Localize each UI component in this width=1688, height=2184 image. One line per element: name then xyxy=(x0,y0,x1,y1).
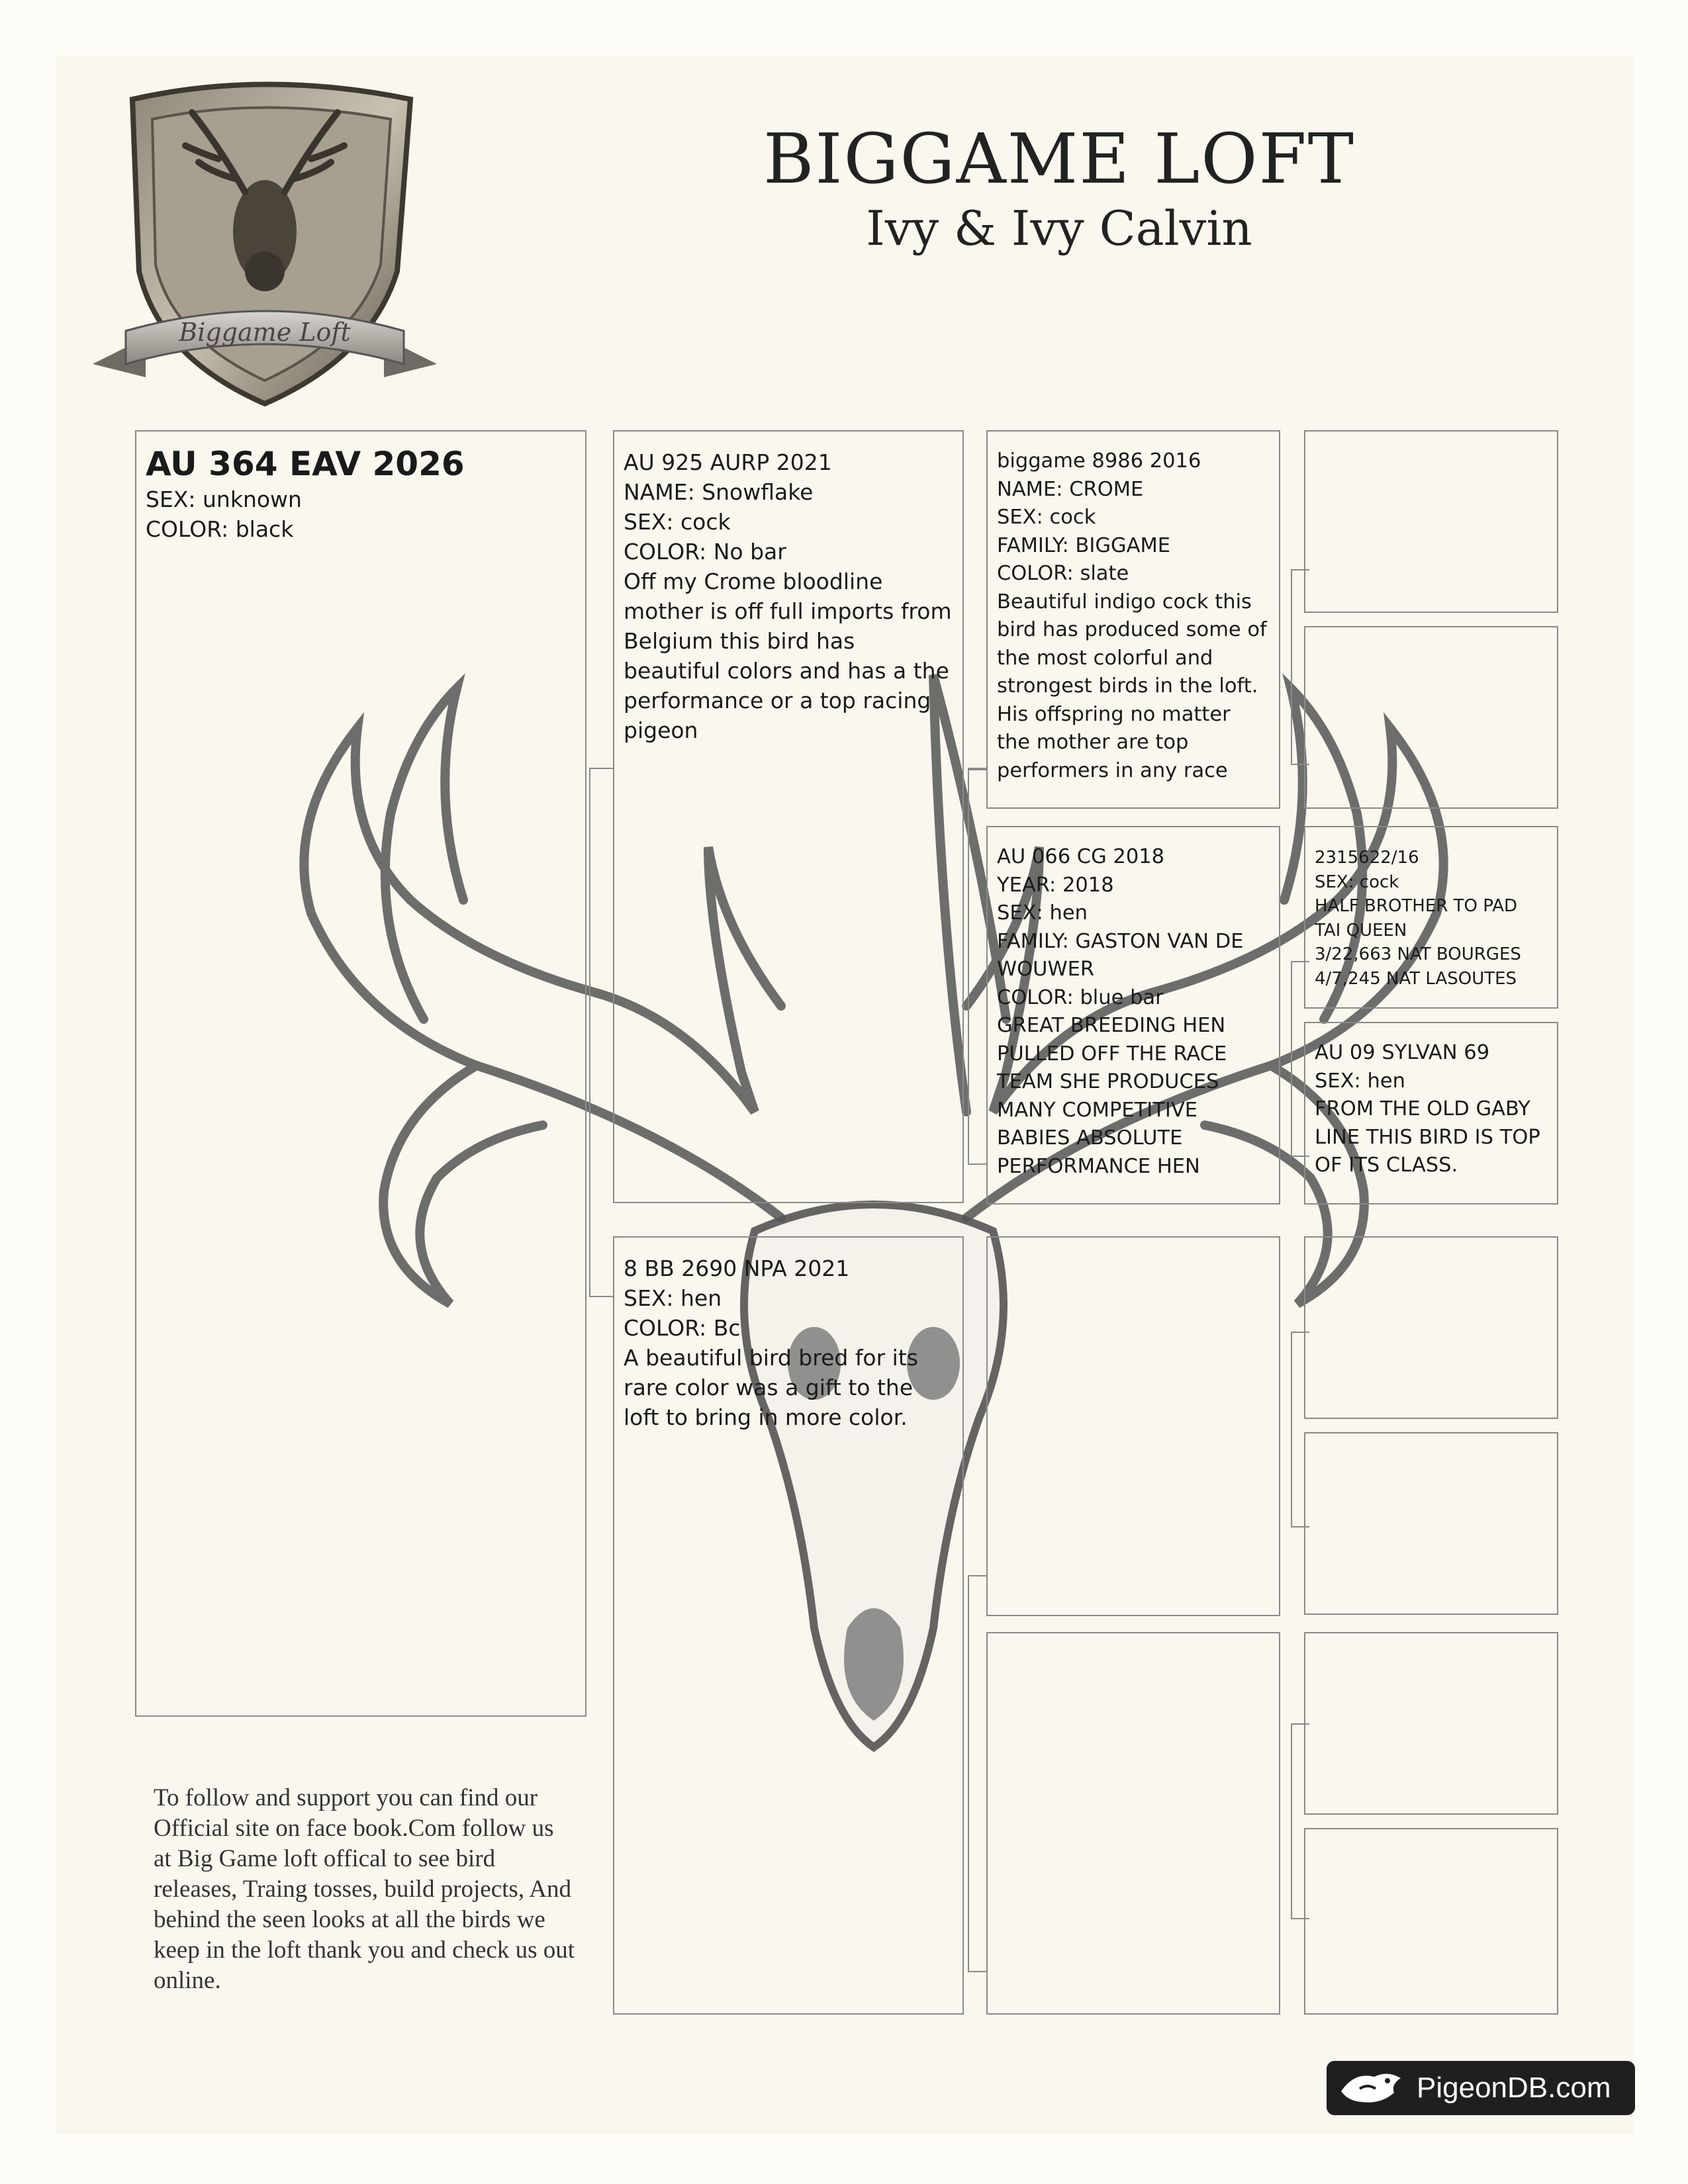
sire-dam-sex: SEX: hen xyxy=(997,901,1088,925)
sire-sire-card xyxy=(986,430,1280,809)
sire-sex: SEX: cock xyxy=(624,509,731,535)
biggame-loft-logo xyxy=(86,73,444,417)
subject-ring-number: AU 364 EAV 2026 xyxy=(146,445,465,483)
subject-pigeon-card xyxy=(135,430,586,1717)
sire-ring: AU 925 AURP 2021 xyxy=(624,449,832,475)
connector-sire-sire-dam xyxy=(968,768,988,1165)
gen4-box-7 xyxy=(1304,1632,1558,1815)
dam-color: COLOR: Bc xyxy=(624,1315,741,1341)
svg-text:Biggame Loft: Biggame Loft xyxy=(179,318,351,347)
connector-dam-parents xyxy=(968,1575,988,1972)
sdd-notes: FROM THE OLD GABY LINE THIS BIRD IS TOP OF ITS CLASS. xyxy=(1315,1097,1540,1177)
dam-dam-card xyxy=(986,1632,1280,2015)
sds-note: HALF BROTHER TO PAD TAI QUEEN xyxy=(1315,896,1518,940)
subject-sex: SEX: unknown xyxy=(146,486,302,512)
sds-sex: SEX: cock xyxy=(1315,872,1399,892)
sire-notes: Off my Crome bloodline mother is off full imports from Belgium this bird has beautiful colors and has a the performance or a top racing pigeon xyxy=(624,569,952,743)
dam-sire-card xyxy=(986,1236,1280,1616)
pigeondb-label: PigeonDB.com xyxy=(1417,2071,1611,2104)
sire-sire-name: NAME: CROME xyxy=(997,477,1144,501)
sire-sire-ring: biggame 8986 2016 xyxy=(997,449,1201,473)
sire-dam-dam-card xyxy=(1304,1022,1558,1205)
dam-sex: SEX: hen xyxy=(624,1285,722,1311)
follow-us-text: To follow and support you can find our Official site on face book.Com follow us at Big Game loft offical to see bird releases, Traing tosses, build projects, And behind the seen looks at all the birds we keep in the loft thank you and check us out online. xyxy=(154,1784,575,1994)
gen4-box-1 xyxy=(1304,430,1558,613)
sire-dam-ring: AU 066 CG 2018 xyxy=(997,845,1165,868)
sire-sire-family: FAMILY: BIGGAME xyxy=(997,533,1171,557)
dam-notes: A beautiful bird bred for its rare color was a gift to the loft to bring in more color. xyxy=(624,1345,918,1430)
gen4-box-8 xyxy=(1304,1828,1558,2015)
pigeondb-badge[interactable] xyxy=(1327,2061,1635,2115)
sds-ring: 2315622/16 xyxy=(1315,848,1419,868)
loft-title: BIGGAME LOFT xyxy=(763,118,1356,199)
connector-subject-parents xyxy=(589,768,613,1297)
page-header xyxy=(728,119,1390,258)
loft-owners: Ivy & Ivy Calvin xyxy=(866,201,1252,256)
gen4-box-2 xyxy=(1304,626,1558,809)
dam-ring: 8 BB 2690 NPA 2021 xyxy=(624,1255,850,1281)
subject-color: COLOR: black xyxy=(146,516,294,542)
gen4-box-6 xyxy=(1304,1432,1558,1615)
dam-card xyxy=(613,1236,964,2015)
sdd-sex: SEX: hen xyxy=(1315,1069,1405,1093)
sire-sire-color: COLOR: slate xyxy=(997,562,1129,585)
sire-dam-year: YEAR: 2018 xyxy=(997,873,1114,897)
sds-result-2: 4/7,245 NAT LASOUTES xyxy=(1315,968,1517,989)
sire-color: COLOR: No bar xyxy=(624,539,786,565)
sire-dam-card xyxy=(986,826,1280,1205)
gen4-box-5 xyxy=(1304,1236,1558,1419)
sire-sire-sex: SEX: cock xyxy=(997,506,1096,529)
sds-result-1: 3/22,663 NAT BOURGES xyxy=(1315,944,1521,964)
sire-dam-color: COLOR: blue bar xyxy=(997,985,1164,1009)
sire-dam-family: FAMILY: GASTON VAN DE WOUWER xyxy=(997,929,1244,981)
sire-dam-sire-card xyxy=(1304,826,1558,1009)
sire-name: NAME: Snowflake xyxy=(624,479,814,505)
sire-card xyxy=(613,430,964,1203)
sire-dam-notes: GREAT BREEDING HEN PULLED OFF THE RACE TEAM SHE PRODUCES MANY COMPETITIVE BABIES ABSOLUTE PERFORMANCE HEN xyxy=(997,1014,1227,1178)
sdd-ring: AU 09 SYLVAN 69 xyxy=(1315,1041,1490,1064)
sire-sire-notes: Beautiful indigo cock this bird has produced some of the most colorful and strongest birds in the loft. His offspring no matter the mother are top performers in any race xyxy=(997,590,1267,782)
pigeon-icon xyxy=(1335,2065,1407,2111)
